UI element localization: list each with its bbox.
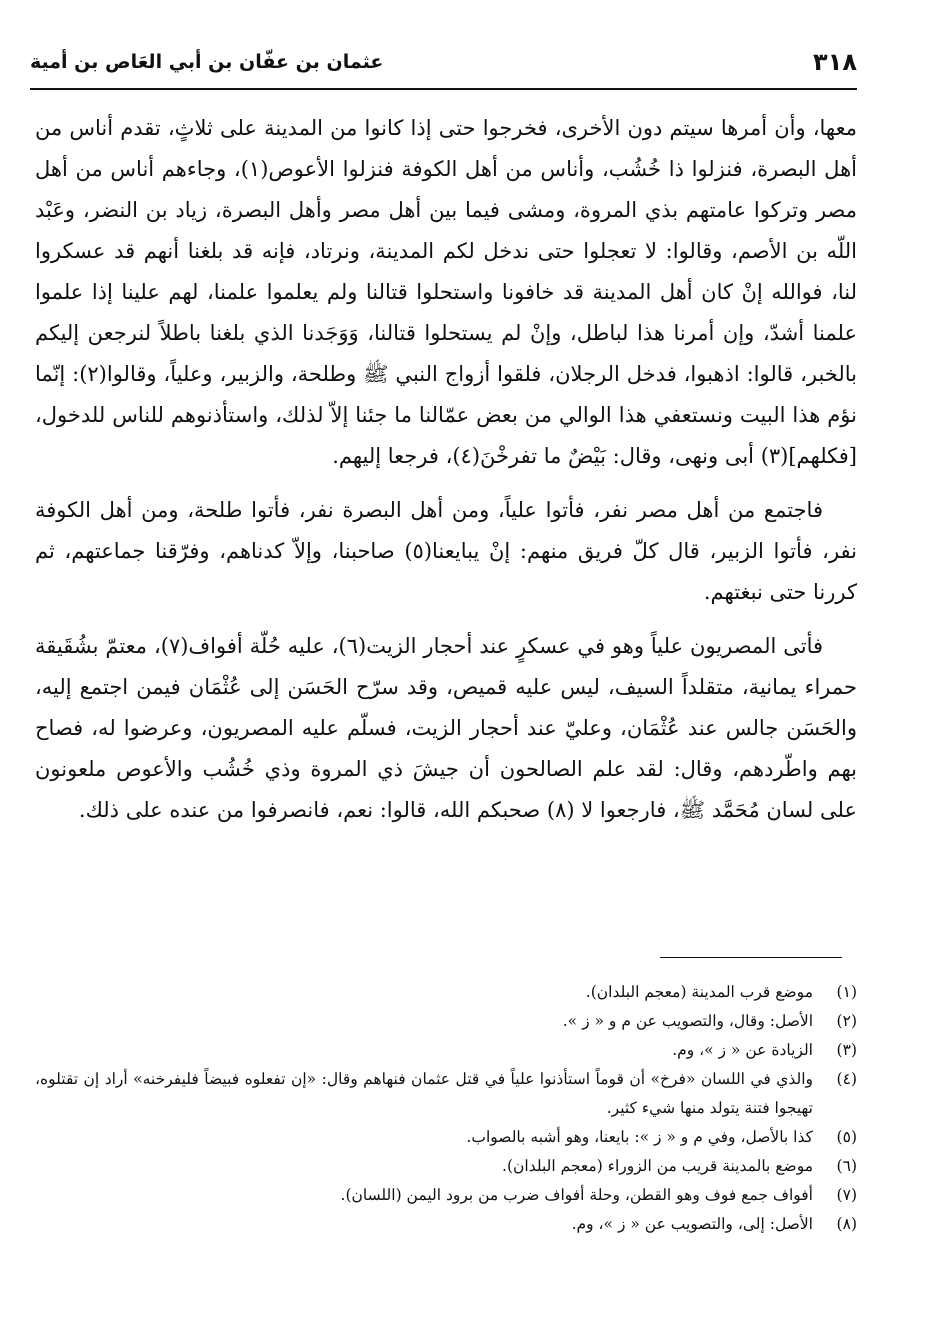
running-title: عثمان بن عفّان بن أبي العَاص بن أمية: [30, 51, 384, 73]
footnote-text: الأصل: وقال، والتصويب عن م و « ز ».: [562, 1012, 813, 1030]
footnote-text: الأصل: إلى، والتصويب عن « ز »، وم.: [571, 1215, 813, 1233]
footnote-separator: [660, 957, 842, 958]
footnote-text: الزيادة عن « ز »، وم.: [672, 1041, 813, 1059]
footnote-number: (٣): [836, 1041, 857, 1059]
footnote-7: [35, 1181, 857, 1210]
footnote-number: (٥): [836, 1128, 857, 1146]
paragraph-3: فأتى المصريون علياً وهو في عسكرٍ عند أحجار الزيت(٦)، عليه حُلّة أفواف(٧)، معتمّ بشُقَيقة حمراء يمانية، متقلداً السيف، ليس عليه قميص، وقد سرّح الحَسَن إلى عُثْمَان فيمن اجتمع إليه، والحَسَن جالس عند عُثْمَان، وعليّ عند أحجار الزيت، فسلّم عليه المصريون، وعرضوا له، فصاح بهم واطّردهم، وقال: لقد علم الصالحون أن جيشَ ذي المروة وذي خُشُب والأعوص ملعونون على لسان مُحَمَّد ﷺ، فارجعوا لا (٨) صحبكم الله، قالوا: نعم، فانصرفوا من عنده على ذلك.: [35, 634, 857, 822]
page-number: ٣١٨: [813, 48, 857, 76]
footnote-6: [35, 1152, 857, 1181]
footnote-4: [35, 1065, 857, 1123]
footnote-text: موضع قرب المدينة (معجم البلدان).: [585, 983, 813, 1001]
footnote-number: (٨): [836, 1215, 857, 1233]
paragraph-2: فاجتمع من أهل مصر نفر، فأتوا علياً، ومن أهل البصرة نفر، فأتوا طلحة، ومن أهل الكوفة نفر، فأتوا الزبير، قال كلّ فريق منهم: إنْ يبايعنا(٥) صاحبنا، وإلاّ كدناهم، وفرّقنا جماعتهم، ثم كررنا حتى نبغتهم.: [35, 498, 857, 604]
header-rule: [30, 88, 857, 90]
footnote-text: أفواف جمع فوف وهو القطن، وحلة أفواف ضرب من برود اليمن (اللسان).: [340, 1186, 813, 1204]
paragraph-1: معها، وأن أمرها سيتم دون الأخرى، فخرجوا حتى إذا كانوا من المدينة على ثلاثٍ، تقدم أناس من أهل البصرة، فنزلوا ذا خُشُب، وأناس من أهل الكوفة فنزلوا الأعوص(١)، وجاءهم أناس من أهل مصر وتركوا عامتهم بذي المروة، ومشى فيما بين أهل مصر وأهل البصرة، زياد بن النضر، وعَبْد اللّه بن الأصم، وقالوا: لا تعجلوا حتى ندخل لكم المدينة، ونرتاد، فإنه قد بلغنا أنهم قد عسكروا لنا، فوالله إنْ كان أهل المدينة قد خافونا واستحلوا قتالنا ولم يعلموا علمنا، لهم علينا إذا علموا علمنا أشدّ، وإن أمرنا هذا لباطل، وإنْ لم يستحلوا قتالنا، وَوَجَدنا الذي بلغنا باطلاً لنرجعن إليكم بالخبر، قالوا: اذهبوا، فدخل الرجلان، فلقوا أزواج النبي ﷺ وطلحة، والزبير، وعلياً، وقالوا(٢): إنّما نؤم هذا البيت ونستعفي هذا الوالي من بعض عمّالنا ما جئنا إلاّ لذلك، واستأذنوهم للناس للدخول، [فكلهم](٣) أبى ونهى، وقال: بَيْضٌ ما تفرخْنَ(٤)، فرجعا إليهم.: [35, 116, 857, 468]
footnote-text: والذي في اللسان «فرخ» أن قوماً استأذنوا علياً في قتل عثمان فنهاهم وقال: «إن تفعلوه فبيضاً فليفرخنه» أراد إن تقتلوه، تهيجوا فتنة يتولد منها شيء كثير.: [35, 1070, 813, 1117]
footnotes: [35, 978, 857, 1239]
footnote-3: [35, 1036, 857, 1065]
running-header: [30, 42, 857, 82]
footnote-2: [35, 1007, 857, 1036]
footnote-number: (٢): [836, 1012, 857, 1030]
footnote-number: (٤): [836, 1070, 857, 1088]
footnote-5: [35, 1123, 857, 1152]
footnote-text: كذا بالأصل، وفي م و « ز »: بايعنا، وهو أشبه بالصواب.: [466, 1128, 813, 1146]
footnote-number: (٦): [836, 1157, 857, 1175]
footnote-1: [35, 978, 857, 1007]
footnote-number: (١): [836, 983, 857, 1001]
footnote-text: موضع بالمدينة قريب من الزوراء (معجم البلدان).: [502, 1157, 813, 1175]
footnote-8: [35, 1210, 857, 1239]
main-text: [35, 108, 857, 844]
footnote-number: (٧): [836, 1186, 857, 1204]
